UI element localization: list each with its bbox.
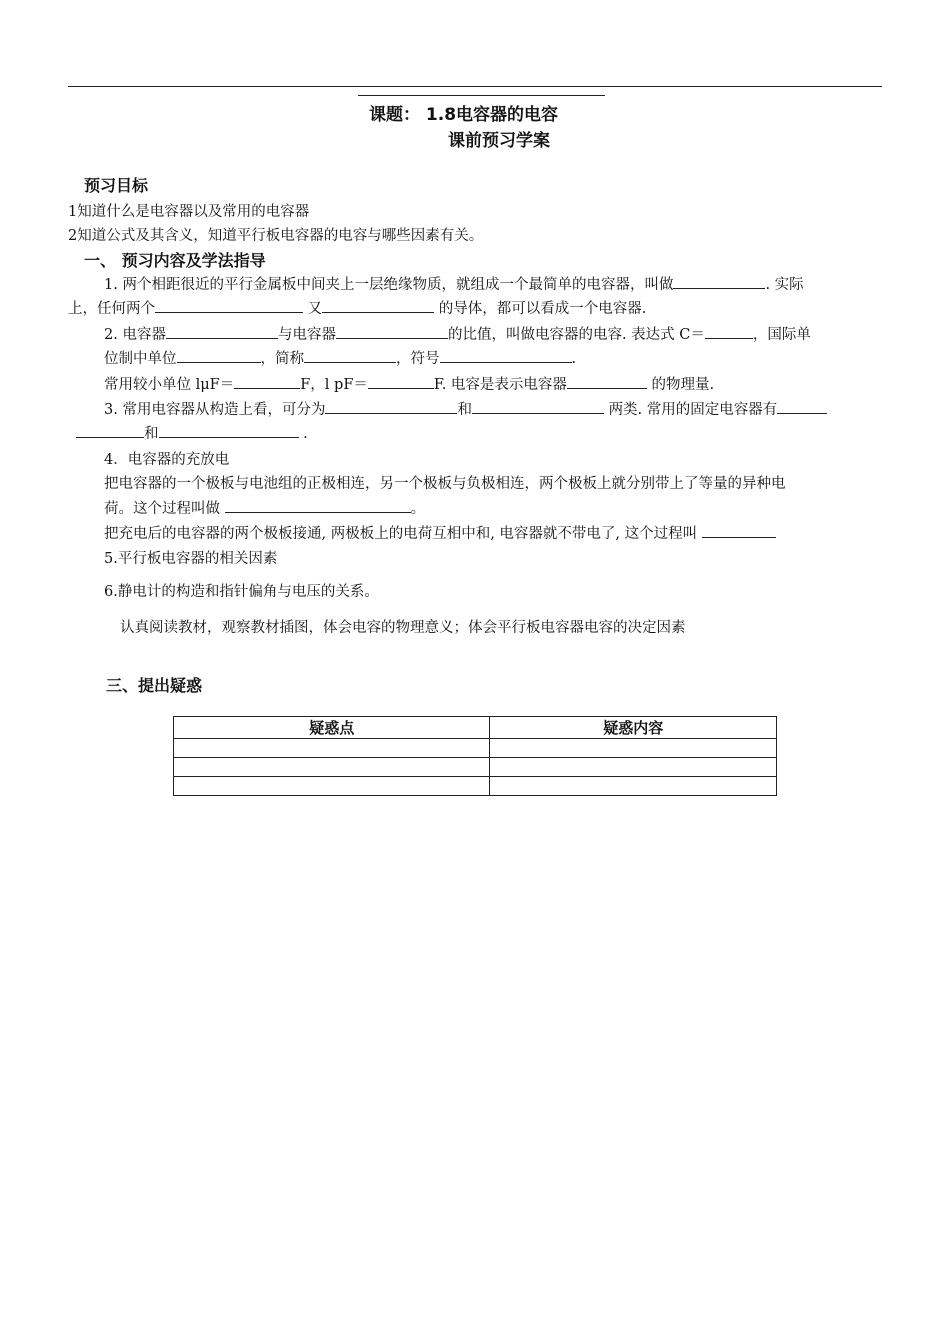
blank-field[interactable] (225, 498, 411, 513)
blank-field[interactable] (155, 298, 303, 313)
p3-line2-a: 和 (144, 426, 159, 442)
goal-item-2: 2知道公式及其含义，知道平行板电容器的电容与哪些因素有关。 (68, 228, 484, 244)
table-cell[interactable] (490, 777, 777, 796)
p2-line3-d: 的物理量. (651, 377, 715, 393)
blank-field[interactable] (705, 324, 753, 339)
p1-line1 (104, 273, 804, 294)
blank-field[interactable] (166, 324, 278, 339)
p2-line1-b: 与电容器 (277, 327, 336, 343)
p2-line1-c: 的比值，叫做电容器的电容. 表达式 C＝ (447, 327, 705, 343)
p1-line2-c: 的导体，都可以看成一个电容器. (438, 301, 647, 317)
p4-line2-b: 。 (410, 501, 426, 517)
top-rule (68, 86, 882, 87)
p3-line1-a: 3. 常用电容器从构造上看，可分为 (104, 402, 326, 418)
p2-line3 (104, 373, 714, 394)
blank-field[interactable] (336, 324, 448, 339)
blank-field[interactable] (777, 399, 827, 414)
p4-line2 (104, 497, 425, 518)
p3-line1-c: 两类. 常用的固定电容器有 (608, 402, 778, 418)
table-cell[interactable] (174, 758, 490, 777)
p6: 6.静电计的构造和指针偏角与电压的关系。 (104, 584, 379, 600)
blank-field[interactable] (472, 399, 604, 414)
table-cell[interactable] (490, 758, 777, 777)
table-cell[interactable] (490, 739, 777, 758)
blank-field[interactable] (234, 374, 300, 389)
blank-field[interactable] (567, 374, 647, 389)
p2-line2 (104, 347, 576, 368)
table-cell[interactable] (174, 739, 490, 758)
p4-line3 (104, 522, 776, 543)
table-header-row (174, 717, 777, 739)
p4-line1: 把电容器的一个极板与电池组的正极相连，另一个极板与负极相连，两个极板上就分别带上了等量的异种电 (104, 476, 786, 492)
p5: 5.平行板电容器的相关因素 (104, 551, 278, 567)
p1-line1-text: 1. 两个相距很近的平行金属板中间夹上一层绝缘物质，就组成一个最简单的电容器，叫做 (104, 277, 674, 293)
p1-line1-end: . 实际 (765, 277, 804, 293)
p4-line2-a: 荷。这个过程叫做 (104, 501, 220, 517)
section3-heading: 三、提出疑惑 (106, 676, 203, 695)
column-header-content: 疑惑内容 (490, 717, 777, 739)
blank-field[interactable] (322, 298, 434, 313)
p2-line3-c: F. 电容是表示电容器 (433, 377, 567, 393)
p3-line2-b: . (303, 426, 308, 442)
blank-field[interactable] (177, 348, 261, 363)
blank-field[interactable] (304, 348, 396, 363)
p2-line3-b: F，l pF＝ (300, 377, 368, 393)
blank-field[interactable] (76, 423, 144, 438)
p4-title: 4．电容器的充放电 (104, 452, 230, 468)
p1-line2-b: 又 (307, 301, 323, 317)
goals-heading: 预习目标 (84, 176, 149, 195)
p2-line2-b: ，简称 (260, 351, 304, 367)
p2-line2-c: ，符号 (396, 351, 440, 367)
p2-line3-a: 常用较小单位 lμF＝ (104, 377, 235, 393)
p2-line1-a: 2. 电容器 (104, 327, 166, 343)
section1-heading: 一、 预习内容及学法指导 (84, 251, 266, 270)
p1-line2 (68, 297, 646, 318)
table-row (174, 758, 777, 777)
reading-note: 认真阅读教材，观察教材插图，体会电容的物理意义；体会平行板电容器电容的决定因素 (120, 620, 686, 636)
table-cell[interactable] (174, 777, 490, 796)
table-row (174, 777, 777, 796)
p2-line2-d: . (571, 351, 577, 367)
blank-field[interactable] (368, 374, 434, 389)
blank-field[interactable] (159, 423, 299, 438)
blank-field[interactable] (702, 523, 776, 538)
p2-line1 (104, 323, 811, 344)
title-rule (358, 95, 605, 96)
p2-line1-d: ，国际单 (752, 327, 811, 343)
table-row (174, 739, 777, 758)
p3-line1-b: 和 (457, 402, 472, 418)
p4-line3-text: 把充电后的电容器的两个极板接通, 两极板上的电荷互相中和, 电容器就不带电了, 这个过程叫 (104, 526, 698, 542)
questions-table (173, 716, 777, 796)
blank-field[interactable] (673, 274, 765, 289)
p3-line1 (104, 398, 827, 419)
column-header-point: 疑惑点 (174, 717, 490, 739)
p3-line2 (76, 422, 308, 443)
goal-item-1: 1知道什么是电容器以及常用的电容器 (68, 204, 310, 220)
blank-field[interactable] (440, 348, 572, 363)
page-title: 课题： 1.8电容器的电容 (369, 105, 559, 125)
p1-line2-a: 上，任何两个 (68, 301, 155, 317)
p2-line2-a: 位制中单位 (104, 351, 177, 367)
blank-field[interactable] (325, 399, 457, 414)
page-subtitle: 课前预习学案 (448, 131, 550, 151)
